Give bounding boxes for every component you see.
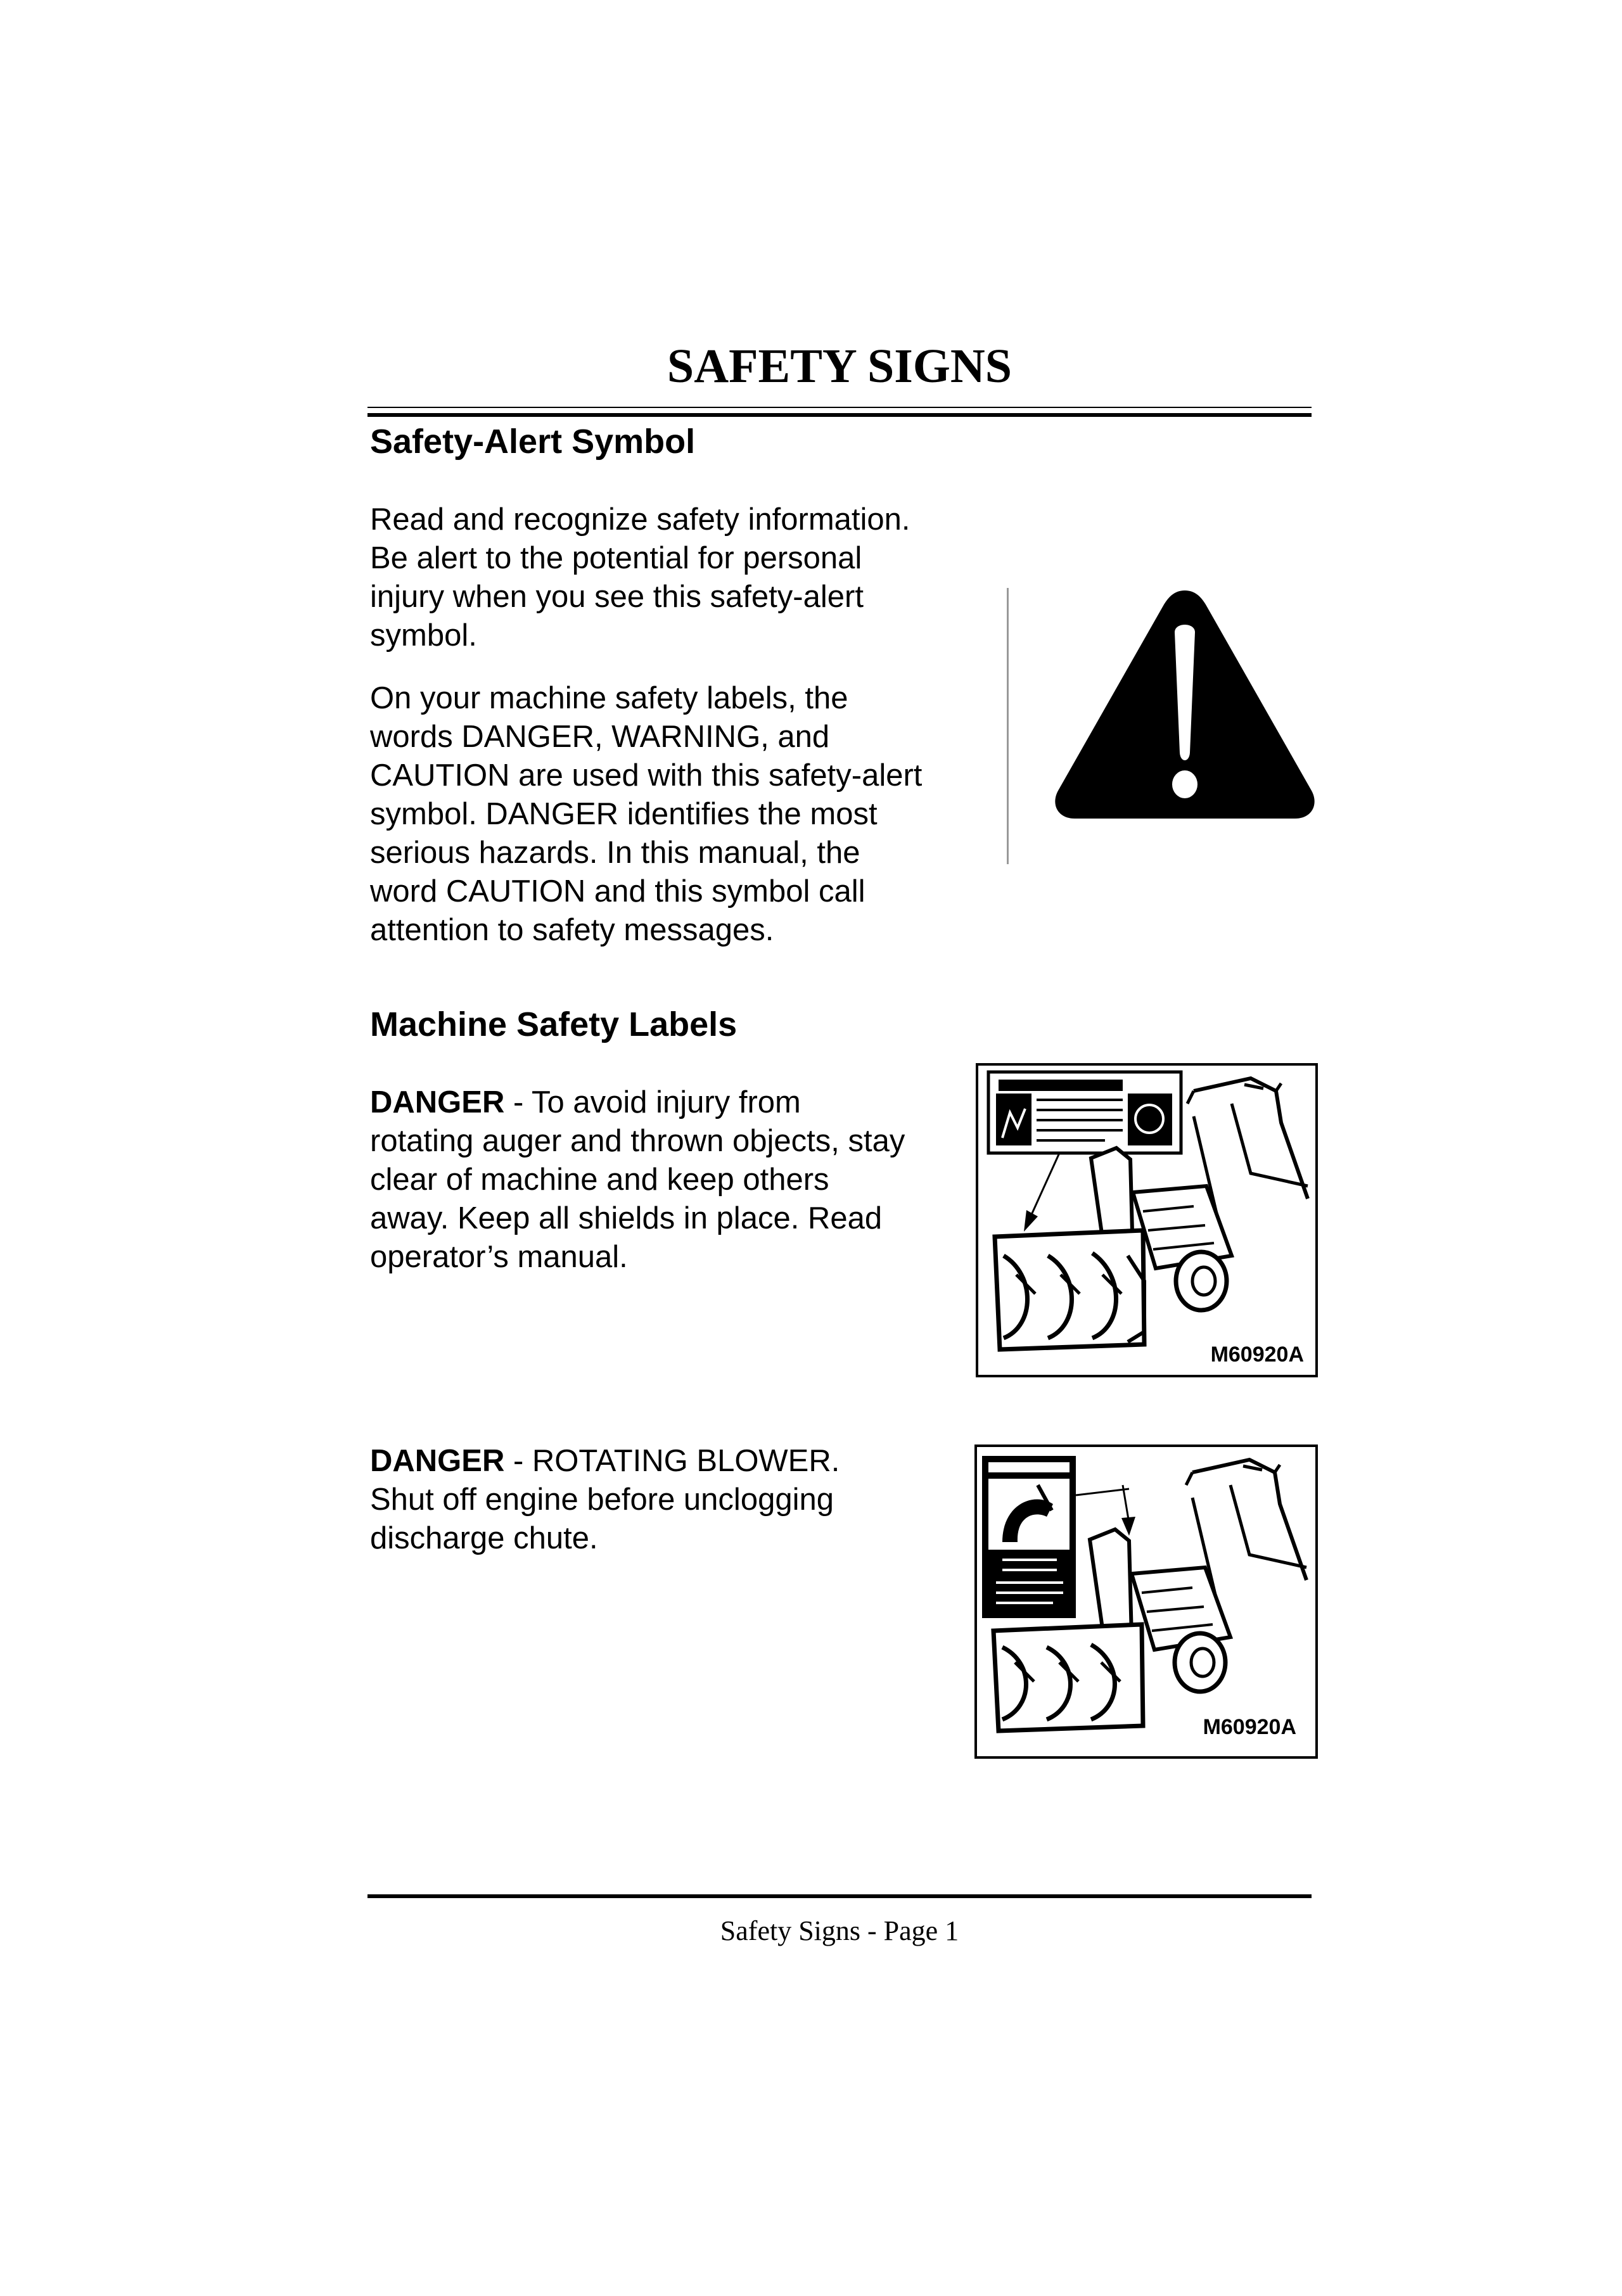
warning-triangle-icon [1045,583,1324,862]
snowblower-illustration-1 [978,1066,1315,1375]
text-line: operator’s manual. [370,1240,628,1274]
text-line: Shut off engine before unclogging [370,1483,834,1517]
text-line: injury when you see this safety-alert [370,580,864,614]
label1-text [370,1083,905,1277]
text-line: Read and recognize safety information. [370,502,910,537]
figure-code: M60920A [1210,1343,1304,1367]
alert-paragraph-1 [370,501,910,655]
text-line: DANGER - To avoid injury from [370,1085,801,1119]
text-line: word CAUTION and this symbol call [370,874,865,909]
text-line: serious hazards. In this manual, the [370,836,860,870]
footer-rule [367,1894,1312,1898]
text-line: symbol. [370,618,477,653]
figure-label1 [976,1063,1318,1377]
text-line: words DANGER, WARNING, and [370,720,830,754]
text-line: attention to safety messages. [370,913,774,947]
label2-text [370,1442,840,1558]
text-line: symbol. DANGER identifies the most [370,797,878,831]
page-footer: Safety Signs - Page 1 [720,1915,959,1946]
danger-keyword: DANGER [370,1444,505,1478]
snowblower-illustration-2 [977,1447,1315,1756]
figure-label2 [974,1445,1318,1759]
page-title: SAFETY SIGNS [667,340,1012,393]
figure-code: M60920A [1203,1715,1296,1739]
text-line: discharge chute. [370,1521,598,1555]
text-line: clear of machine and keep others [370,1163,829,1197]
text-line: DANGER - ROTATING BLOWER. [370,1444,840,1478]
section-heading-safety-alert: Safety-Alert Symbol [370,423,696,461]
alert-paragraph-2 [370,679,922,950]
text-line: Be alert to the potential for personal [370,541,862,575]
text-line: CAUTION are used with this safety-alert [370,758,923,793]
symbol-divider [1007,588,1009,864]
section-heading-machine-labels: Machine Safety Labels [370,1005,738,1043]
text-line: On your machine safety labels, the [370,681,848,715]
danger-keyword: DANGER [370,1085,505,1119]
text-line: rotating auger and thrown objects, stay [370,1124,905,1158]
title-rule-bottom [367,413,1312,417]
title-rule-top [367,407,1312,408]
text-line: away. Keep all shields in place. Read [370,1201,883,1235]
